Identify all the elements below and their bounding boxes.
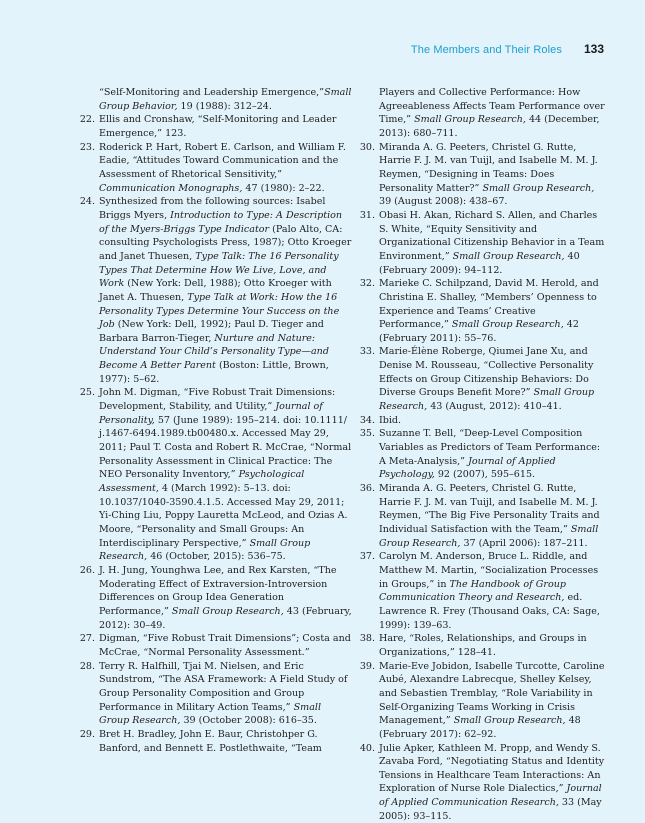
endnote	[77, 195, 352, 386]
citation-text: 46 (October, 2015): 536–75.	[147, 551, 286, 562]
citation-text: 4 (March 1992): 5–13. doi: 10.1037/1040-3590.4.1.5. Accessed May 29, 2011; Yi-Ching Liu, Poppy Lauretta McLeod, and Ozias A. Moore, “Personality and Small Groups: An Interdisciplinary Perspective,”	[99, 483, 348, 549]
citation-text: 33 (May 2005): 93–115.	[379, 797, 602, 822]
citation-text: Ibid.	[379, 415, 401, 426]
endnote-number: 29.	[77, 728, 95, 742]
endnote-text	[99, 386, 352, 564]
citation-text: Roderick P. Hart, Robert E. Carlson, and William F. Eadie, “Attitudes Toward Communication and the Assessment of Rhetorical Sensitivity,”	[99, 142, 346, 180]
citation-text: (New York: Dell, 1988); Otto Kroeger with Janet A. Thuesen,	[99, 278, 332, 303]
citation-text: 44 (December, 2013): 680–711.	[379, 114, 600, 139]
citation-title: Small Group Research,	[379, 524, 598, 549]
citation-title: Introduction to Type: A Description of the Myers-Briggs Type Indicator	[99, 210, 342, 235]
citation-text: 19 (1988): 312–24.	[177, 101, 271, 112]
endnote-number: 26.	[77, 564, 95, 578]
endnote-text	[99, 195, 352, 386]
citation-title: Journal of Applied Psychology,	[379, 456, 556, 481]
endnote	[357, 209, 607, 277]
page-header	[0, 42, 604, 56]
citation-text: 37 (April 2006): 187–211.	[460, 538, 587, 549]
citation-title: Small Group Research,	[379, 387, 594, 412]
citation-text: Marie-Eve Jobidon, Isabelle Turcotte, Caroline Aubé, Alexandre Labrecque, Shelley Kelsey, and Sebastien Tremblay, “Role Variability in Self-Organizing Teams Working in Crisis Management,”	[379, 661, 605, 727]
notes-column-left	[77, 86, 352, 755]
citation-title: Small Group Research,	[454, 715, 566, 726]
notes-column-right	[357, 86, 607, 823]
endnote	[357, 86, 607, 141]
citation-text: (New York: Dell, 1992); Paul D. Tieger and Barbara Barron-Tieger,	[99, 319, 324, 344]
endnote-number: 24.	[77, 195, 95, 209]
endnote	[357, 660, 607, 742]
endnote-text	[99, 564, 352, 632]
endnote-number: 27.	[77, 632, 95, 646]
citation-title: The Handbook of Group Communication Theory and Research,	[379, 579, 566, 604]
endnote-text	[99, 86, 352, 113]
endnote-number: 32.	[357, 277, 375, 291]
endnote	[357, 414, 607, 428]
endnote-number: 30.	[357, 141, 375, 155]
endnote-text	[379, 660, 607, 742]
citation-text: 42 (February 2011): 55–76.	[379, 319, 579, 344]
citation-text: Obasi H. Akan, Richard S. Allen, and Charles S. White, “Equity Sensitivity and Organizational Citizenship Behavior in a Team Environment,”	[379, 210, 604, 262]
citation-text: Suzanne T. Bell, “Deep-Level Composition Variables as Predictors of Team Performance: A Meta-Analysis,”	[379, 428, 600, 466]
citation-text: (Boston: Little, Brown, 1977): 5–62.	[99, 360, 329, 385]
endnote	[357, 345, 607, 413]
citation-text: Julie Apker, Kathleen M. Propp, and Wendy S. Zavaba Ford, “Negotiating Status and Identity Tensions in Healthcare Team Interactions: An Exploration of Nurse Role Dialectics,”	[379, 743, 604, 795]
citation-title: Small Group Research,	[414, 114, 526, 125]
endnote	[77, 113, 352, 140]
citation-text: John M. Digman, “Five Robust Trait Dimensions: Development, Stability, and Utility,”	[99, 387, 335, 412]
citation-title: Type Talk at Work: How the 16 Personality Types Determine Your Success on the Job	[99, 292, 339, 330]
citation-text: Synthesized from the following sources: Isabel Briggs Myers,	[99, 196, 325, 221]
endnote	[357, 632, 607, 659]
citation-title: Small Group Research,	[453, 251, 565, 262]
endnote	[77, 141, 352, 196]
citation-title: Small Group Research,	[172, 606, 284, 617]
endnote-number: 22.	[77, 113, 95, 127]
page-number: 133	[584, 42, 604, 56]
citation-text: 92 (2007), 595–615.	[435, 469, 535, 480]
endnote	[357, 141, 607, 209]
citation-text: “Self-Monitoring and Leadership Emergence,”	[99, 87, 324, 98]
citation-text: ed. Lawrence R. Frey (Thousand Oaks, CA: Sage, 1999): 139–63.	[379, 592, 600, 630]
endnote-number: 39.	[357, 660, 375, 674]
endnote	[77, 660, 352, 728]
citation-text: (Palo Alto, CA: consulting Psychologists Press, 1987); Otto Kroeger and Janet Thuesen,	[99, 224, 351, 262]
citation-title: Psychological Assessment,	[99, 469, 304, 494]
endnote-text	[379, 482, 607, 550]
citation-title: Small Group Research,	[99, 538, 310, 563]
endnote-text	[379, 209, 607, 277]
endnote-number: 37.	[357, 550, 375, 564]
endnote-text	[99, 113, 352, 140]
endnote-text	[379, 632, 607, 659]
citation-text: Players and Collective Performance: How Agreeableness Affects Team Performance over Time,”	[379, 87, 605, 125]
endnote	[357, 482, 607, 550]
endnote-text	[379, 141, 607, 209]
endnote	[77, 564, 352, 632]
citation-title: Journal of Personality,	[99, 401, 323, 426]
citation-title: Small Group Research,	[482, 183, 594, 194]
citation-text: 39 (October 2008): 616–35.	[180, 715, 317, 726]
endnote	[77, 632, 352, 659]
endnote-number: 36.	[357, 482, 375, 496]
endnote-text	[379, 86, 607, 141]
citation-text: Ellis and Cronshaw, “Self-Monitoring and Leader Emergence,” 123.	[99, 114, 336, 139]
endnote-number: 31.	[357, 209, 375, 223]
citation-text: Miranda A. G. Peeters, Christel G. Rutte, Harrie F. J. M. van Tuijl, and Isabelle M. M. J. Reymen, “The Big Five Personality Traits and Individual Satisfaction with the Team,”	[379, 483, 600, 535]
endnote-number: 34.	[357, 414, 375, 428]
citation-text: Terry R. Halfhill, Tjai M. Nielsen, and Eric Sundstrom, “The ASA Framework: A Field Study of Group Personality Composition and Group Performance in Military Action Teams,”	[99, 661, 347, 713]
running-head: The Members and Their Roles	[411, 44, 562, 56]
endnote	[357, 550, 607, 632]
endnote-number: 33.	[357, 345, 375, 359]
citation-text: 47 (1980): 2–22.	[242, 183, 324, 194]
endnote-number: 38.	[357, 632, 375, 646]
citation-text: J. H. Jung, Younghwa Lee, and Rex Karsten, “The Moderating Effect of Extraversion-Introversion Differences on Group Idea Generation Performance,”	[99, 565, 337, 617]
citation-title: Small Group Research,	[452, 319, 564, 330]
citation-text: 43 (August, 2012): 410–41.	[427, 401, 562, 412]
endnote	[77, 86, 352, 113]
endnote-text	[379, 414, 607, 428]
endnote-text	[379, 427, 607, 482]
endnote	[357, 742, 607, 823]
endnote-text	[379, 550, 607, 632]
endnote-text	[99, 141, 352, 196]
endnote	[77, 386, 352, 564]
citation-text: Bret H. Bradley, John E. Baur, Christohper G. Banford, and Bennett E. Postlethwaite, “Team	[99, 729, 322, 754]
citation-title: Type Talk: The 16 Personality Types That Determine How We Live, Love, and Work	[99, 251, 339, 289]
endnote	[77, 728, 352, 755]
endnote-number: 35.	[357, 427, 375, 441]
citation-title: Small Group Behavior,	[99, 87, 351, 112]
citation-title: Journal of Applied Communication Research,	[379, 783, 602, 808]
citation-text: 48 (February 2017): 62–92.	[379, 715, 581, 740]
endnote-number: 25.	[77, 386, 95, 400]
citation-text: Hare, “Roles, Relationships, and Groups in Organizations,” 128–41.	[379, 633, 587, 658]
endnote-text	[99, 632, 352, 659]
endnote-number: 28.	[77, 660, 95, 674]
endnote-text	[99, 660, 352, 728]
endnote-text	[379, 345, 607, 413]
citation-text: 39 (August 2008): 438–67.	[379, 196, 507, 207]
endnote	[357, 427, 607, 482]
citation-text: Marie-Élène Roberge, Qiumei Jane Xu, and Denise M. Rousseau, “Collective Personality Effects on Group Citizenship Behaviors: Do Diverse Groups Benefit More?”	[379, 346, 593, 398]
citation-text: 57 (June 1989): 195–214. doi: 10.1111/ j.1467-6494.1989.tb00480.x. Accessed May 29, 2011; Paul T. Costa and Robert R. McCrae, “Normal Personality Assessment in Clinical Practice: The NEO Personality Inventory,”	[99, 415, 351, 481]
citation-text: Marieke C. Schilpzand, David M. Herold, and Christina E. Shalley, “Members’ Openness to Experience and Teams’ Creative Performance,”	[379, 278, 599, 330]
endnote-text	[99, 728, 352, 755]
endnote	[357, 277, 607, 345]
endnote-text	[379, 277, 607, 345]
endnote-number: 23.	[77, 141, 95, 155]
citation-text: Miranda A. G. Peeters, Christel G. Rutte, Harrie F. J. M. van Tuijl, and Isabelle M. M. J. Reymen, “Designing in Teams: Does Personality Matter?”	[379, 142, 598, 194]
citation-title: Small Group Research,	[99, 702, 321, 727]
citation-text: 40 (February 2009): 94–112.	[379, 251, 580, 276]
citation-text: Carolyn M. Anderson, Bruce L. Riddle, and Matthew M. Martin, “Socialization Processes in Groups,” in	[379, 551, 598, 589]
citation-text: Digman, “Five Robust Trait Dimensions”; Costa and McCrae, “Normal Personality Assessment.”	[99, 633, 351, 658]
endnote-text	[379, 742, 607, 823]
citation-title: Communication Monographs,	[99, 183, 242, 194]
endnote-number: 40.	[357, 742, 375, 756]
citation-text: 43 (February, 2012): 30–49.	[99, 606, 352, 631]
citation-title: Nurture and Nature: Understand Your Child’s Personality Type—and Become A Better Parent	[99, 333, 329, 371]
